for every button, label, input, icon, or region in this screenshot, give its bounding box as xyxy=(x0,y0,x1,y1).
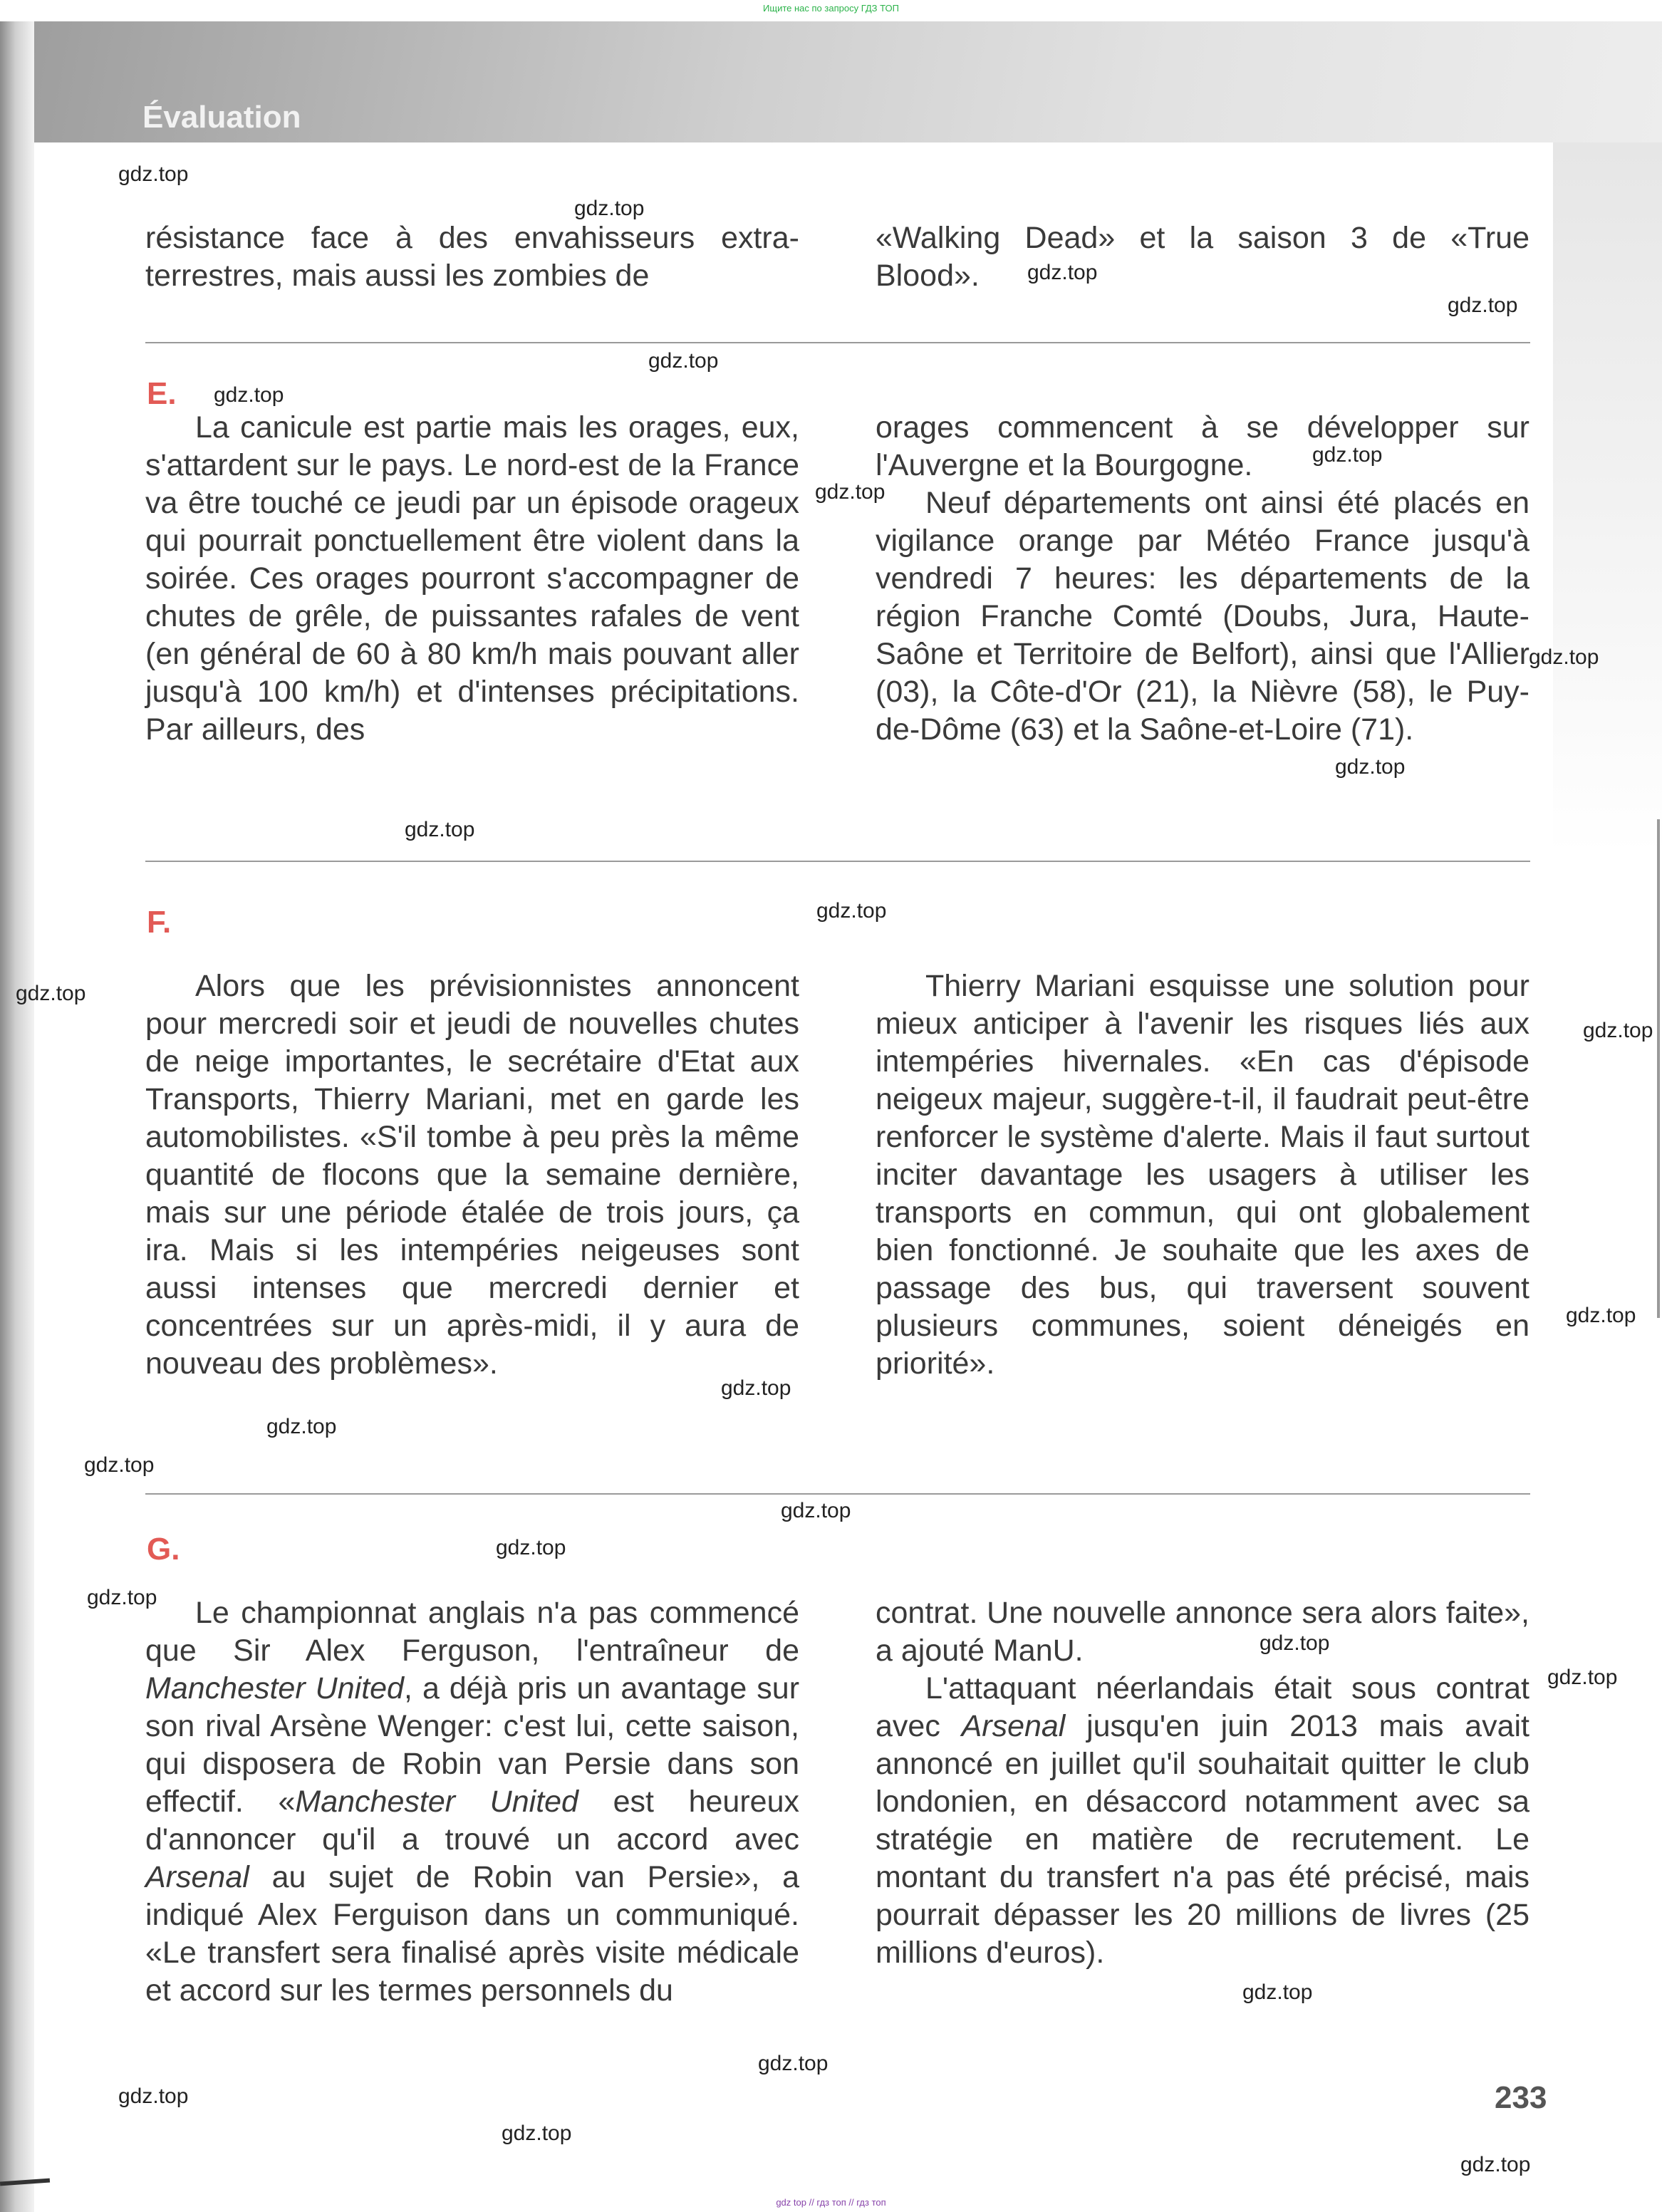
watermark: gdz.top xyxy=(816,899,887,923)
section-e-left-text: La canicule est partie mais les orages, eux, s'attardent sur le pays. Le nord-est de la France va être touché ce jeudi par un épisode orageux qui pourrait ponctuellement être violent dans la soirée. Ces orages pourront s'accompagner de chutes de grêle, de puissantes rafales de vent (en général de 60 à 80 km/h mais pouvant aller jusqu'à 100 km/h) et d'intenses précipitations. Par ailleurs, des xyxy=(145,410,799,747)
page-edge-line xyxy=(1657,819,1660,1318)
watermark: gdz.top xyxy=(1242,1980,1313,2004)
watermark: gdz.top xyxy=(781,1499,851,1522)
watermark: gdz.top xyxy=(1260,1631,1330,1655)
divider-d-e xyxy=(145,342,1530,343)
section-g-left-t3: est heureux d'annoncer qu'il a trouvé un accord avec xyxy=(145,1785,799,1857)
section-g-right-t1: L'attaquant néerlandais était sous contrat avec xyxy=(876,1671,1529,1743)
section-g-right-p2 xyxy=(876,1670,1529,1972)
watermark: gdz.top xyxy=(502,2122,572,2145)
watermark: gdz.top xyxy=(405,818,475,841)
watermark: gdz.top xyxy=(1027,261,1098,284)
section-d-right xyxy=(876,219,1529,295)
section-g-left-i1: Manchester United xyxy=(145,1671,404,1705)
section-e-left xyxy=(145,409,799,749)
watermark: gdz.top xyxy=(16,982,86,1005)
watermark: gdz.top xyxy=(574,197,645,220)
watermark: gdz.top xyxy=(87,1586,157,1609)
watermark: gdz.top xyxy=(1583,1019,1653,1042)
watermark: gdz.top xyxy=(1529,645,1599,669)
watermark: gdz.top xyxy=(118,2084,189,2108)
watermark: gdz.top xyxy=(214,383,284,407)
section-d-right-text: «Walking Dead» et la saison 3 de «True Blood». xyxy=(876,221,1529,293)
section-e-right-p1: orages commencent à se développer sur l'Auvergne et la Bourgogne. xyxy=(876,410,1529,482)
section-e-letter: E. xyxy=(147,376,177,411)
section-g-right-t2: jusqu'en juin 2013 mais avait annoncé en juillet qu'il souhaitait quitter le club londonien, en désaccord notamment avec sa stratégie en matière de recrutement. Le montant du transfert n'a pas été précisé, mais pourrait dépasser les 20 millions de livres (25 millions d'euros). xyxy=(876,1709,1530,1970)
section-f-right xyxy=(876,967,1529,1383)
section-g-left-text xyxy=(145,1594,799,2010)
watermark: gdz.top xyxy=(758,2052,829,2075)
section-g-left-i2: Manchester United xyxy=(295,1785,578,1819)
divider-e-f xyxy=(145,861,1530,862)
section-f-left xyxy=(145,967,799,1383)
watermark: gdz.top xyxy=(1312,443,1383,467)
watermark: gdz.top xyxy=(1566,1304,1636,1327)
section-f-letter: F. xyxy=(147,905,172,940)
section-g-right-p1: contrat. Une nouvelle annonce sera alors faite», a ajouté ManU. xyxy=(876,1596,1529,1668)
watermark: gdz.top xyxy=(648,349,719,373)
watermark: gdz.top xyxy=(1547,1666,1618,1689)
page-title: Évaluation xyxy=(142,100,301,135)
page-edge-shadow xyxy=(1553,142,1662,855)
watermark: gdz.top xyxy=(496,1536,566,1559)
page-number: 233 xyxy=(1495,2080,1547,2115)
divider-f-g xyxy=(145,1493,1530,1495)
section-e-right-p2: Neuf départements ont ainsi été placés en vigilance orange par Météo France jusqu'à vendredi 7 heures: les départements de la région Franche Comté (Doubs, Jura, Haute-Saône et Territoire de Belfort), ainsi que l'Allier (03), la Côte-d'Or (21), la Nièvre (58), le Puy-de-Dôme (63) et la Saône-et-Loire (71). xyxy=(876,486,1529,747)
section-f-left-text: Alors que les prévisionnistes annoncent pour mercredi soir et jeudi de nouvelles chutes de neige importantes, le secrétaire d'Etat aux Transports, Thierry Mariani, met en garde les automobilistes. «S'il tombe à peu près la même quantité de flocons que la semaine dernière, mais sur une période étalée de trois jours, ça ira. Mais si les intempéries neigeuses sont aussi intenses que mercredi dernier et concentrées sur un après-midi, il y aura de nouveau des problèmes». xyxy=(145,969,799,1381)
section-e-right xyxy=(876,409,1529,749)
section-g-left-i3: Arsenal xyxy=(145,1860,249,1894)
watermark: gdz.top xyxy=(118,162,189,186)
watermark: gdz.top xyxy=(1335,755,1406,779)
section-g-left-t1: Le championnat anglais n'a pas commencé que Sir Alex Ferguson, l'entraîneur de xyxy=(145,1596,799,1668)
section-g-left-t4: au sujet de Robin van Persie», a indiqué Alex Ferguison dans un communiqué. «Le transfert sera finalisé après visite médicale et accord sur les termes personnels du xyxy=(145,1860,799,2008)
watermark: gdz.top xyxy=(815,480,885,504)
top-note: Ищите нас по запросу ГДЗ ТОП xyxy=(763,3,899,14)
section-g-right-i1: Arsenal xyxy=(961,1709,1066,1743)
bottom-note: gdz top // гдз топ // гдз топ xyxy=(776,2197,886,2208)
section-f-right-text: Thierry Mariani esquisse une solution pour mieux anticiper à l'avenir les risques liés aux intempéries hivernales. «En cas d'épisode neigeux majeur, suggère-t-il, il faudrait peut-être renforcer le système d'alerte. Mais il faut surtout inciter davantage les usagers à utiliser les transports en commun, qui ont globalement bien fonctionné. Je souhaite que les axes de passage des bus, qui traversent souvent plusieurs communes, soient déneigés en priorité». xyxy=(876,969,1529,1381)
section-d-left-text: résistance face à des envahisseurs extra-terrestres, mais aussi les zombies de xyxy=(145,221,799,293)
section-g-left-t2: , a déjà pris un avantage sur son rival Arsène Wenger: c'est lui, cette saison, qui disposera de Robin van Persie dans son effectif. « xyxy=(145,1671,800,1819)
watermark: gdz.top xyxy=(266,1415,337,1438)
watermark: gdz.top xyxy=(1448,294,1518,317)
page-binding-shadow xyxy=(0,21,34,2212)
section-d-left xyxy=(145,219,799,295)
section-g-left xyxy=(145,1594,799,2010)
watermark: gdz.top xyxy=(1460,2153,1531,2176)
section-g-right xyxy=(876,1594,1529,1972)
watermark: gdz.top xyxy=(84,1453,155,1477)
watermark: gdz.top xyxy=(721,1376,791,1400)
section-g-letter: G. xyxy=(147,1532,180,1567)
